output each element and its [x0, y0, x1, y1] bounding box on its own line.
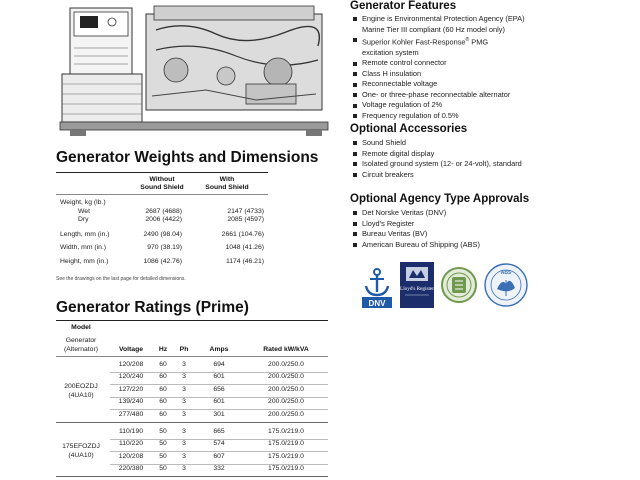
ratings-cell: 60 — [159, 410, 167, 418]
ratings-cell: 200.0/250.0 — [268, 373, 304, 381]
ratings-model-name: (4UA10) — [68, 452, 94, 460]
generator-illustration — [56, 0, 338, 140]
approval-item: Bureau Veritas (BV) — [352, 229, 480, 240]
accessory-item: Sound Shield — [352, 138, 522, 149]
accessories-title: Optional Accessories — [350, 123, 468, 135]
ratings-rule — [56, 320, 328, 321]
ratings-cell: 3 — [182, 452, 186, 460]
accessories-list — [352, 138, 522, 180]
ratings-cell: 601 — [213, 398, 225, 406]
weights-rule — [56, 172, 268, 173]
ratings-cell: 601 — [213, 373, 225, 381]
ratings-cell: 175.0/219.0 — [268, 440, 304, 448]
ratings-cell: 3 — [182, 427, 186, 435]
ratings-cell: 139/240 — [118, 398, 144, 406]
feature-item — [352, 35, 525, 58]
weights-row-with: 2085 (4597) — [227, 216, 264, 223]
bureau-veritas-logo — [441, 262, 477, 308]
ratings-cell: 301 — [213, 410, 225, 418]
ratings-model-name: 175EFOZDJ — [62, 443, 100, 451]
ratings-header-rule — [56, 356, 328, 357]
ratings-model-name: 200EOZDJ — [64, 382, 98, 390]
accessory-item: Circuit breakers — [352, 170, 522, 181]
ratings-cell: 120/240 — [118, 373, 144, 381]
ratings-cell: 175.0/219.0 — [268, 427, 304, 435]
feature-tail: PMG — [469, 37, 489, 47]
weights-row-label: Wet — [78, 208, 90, 215]
weights-row-label: Height, mm (in.) — [60, 258, 109, 265]
ratings-cell: 60 — [159, 373, 167, 381]
abs-logo — [482, 262, 530, 308]
weights-row-without: 970 (38.19) — [147, 244, 182, 251]
ratings-cell: 50 — [159, 465, 167, 473]
weights-row-with: 2661 (104.76) — [221, 231, 264, 238]
ratings-group-rule — [56, 422, 328, 423]
ratings-cell: 694 — [213, 360, 225, 368]
feature-continuation: Marine Tier III compliant (60 Hz model only) — [362, 24, 505, 34]
approval-item: Det Norske Veritas (DNV) — [352, 208, 480, 219]
weights-row-without: 1086 (42.76) — [143, 258, 182, 265]
weights-row-label: Width, mm (in.) — [60, 244, 107, 251]
feature-item — [352, 79, 525, 90]
feature-item — [352, 100, 525, 111]
header-amps: Amps — [209, 346, 229, 353]
ratings-cell: 3 — [182, 385, 186, 393]
weights-row-label: Length, mm (in.) — [60, 231, 110, 238]
feature-continuation: excitation system — [362, 47, 419, 57]
weights-row-without: 2006 (4422) — [145, 216, 182, 223]
ratings-cell: 3 — [182, 398, 186, 406]
approvals-title: Optional Agency Type Approvals — [350, 193, 530, 205]
ratings-cell: 3 — [182, 360, 186, 368]
feature-text: Remote control connector — [362, 58, 447, 68]
feature-text: One- or three-phase reconnectable alternator — [362, 89, 511, 99]
weights-title: Generator Weights and Dimensions — [56, 149, 319, 166]
approval-item: American Bureau of Shipping (ABS) — [352, 240, 480, 251]
ratings-cell: 220/380 — [118, 465, 144, 473]
approval-item: Lloyd's Register — [352, 219, 480, 230]
gen-label-line2: (Alternator) — [64, 346, 98, 353]
ratings-cell: 50 — [159, 427, 167, 435]
ratings-cell: 277/480 — [118, 410, 144, 418]
weights-row-with: 2147 (4733) — [227, 208, 264, 215]
feature-item — [352, 90, 525, 101]
header-ph: Ph — [179, 346, 189, 353]
ratings-cell: 50 — [159, 440, 167, 448]
ratings-cell: 175.0/219.0 — [268, 452, 304, 460]
accessory-item: Isolated ground system (12- or 24-volt), standard — [352, 159, 522, 170]
ratings-cell: 332 — [213, 465, 225, 473]
ratings-cell: 127/220 — [118, 385, 144, 393]
col-without-line2: Sound Shield — [140, 184, 184, 191]
ratings-cell: 574 — [213, 440, 225, 448]
col-with-line2: Sound Shield — [205, 184, 249, 191]
ratings-cell: 110/190 — [118, 427, 144, 435]
dnv-logo — [360, 262, 394, 308]
header-hz: Hz — [158, 346, 168, 353]
feature-text: Class H insulation — [362, 68, 422, 78]
ratings-cell: 50 — [159, 452, 167, 460]
ratings-cell: 120/208 — [118, 452, 144, 460]
features-title: Generator Features — [350, 0, 457, 12]
weights-row-with: 1048 (41.26) — [225, 244, 264, 251]
lloyds-register-logo — [400, 262, 434, 308]
ratings-cell: 60 — [159, 360, 167, 368]
accessory-item: Remote digital display — [352, 149, 522, 160]
svg-text:DNV: DNV — [368, 299, 386, 308]
weights-row-without: 2687 (4688) — [145, 208, 182, 215]
svg-text:ABS: ABS — [500, 270, 512, 276]
weights-row-label: Dry — [78, 216, 89, 223]
feature-text: Frequency regulation of 0.5% — [362, 110, 459, 120]
ratings-group-rule — [56, 476, 328, 477]
feature-text: Voltage regulation of 2% — [362, 100, 443, 110]
ratings-cell: 200.0/250.0 — [268, 410, 304, 418]
ratings-cell: 3 — [182, 410, 186, 418]
ratings-cell: 200.0/250.0 — [268, 360, 304, 368]
col-without-line1: Without — [149, 176, 175, 183]
ratings-cell: 60 — [159, 398, 167, 406]
feature-item — [352, 69, 525, 80]
header-rated-kw-kva: Rated kW/kVA — [263, 346, 309, 353]
weights-note: See the drawings on the last page for detailed dimensions. — [56, 276, 186, 282]
ratings-cell: 665 — [213, 427, 225, 435]
ratings-model-name: (4UA10) — [68, 391, 94, 399]
feature-sup: ® — [465, 37, 470, 43]
approvals-list — [352, 208, 480, 250]
weights-row-with: 1174 (46.21) — [225, 258, 264, 265]
col-with-line1: With — [219, 176, 235, 183]
ratings-cell: 175.0/219.0 — [268, 465, 304, 473]
header-voltage: Voltage — [118, 346, 144, 353]
ratings-cell: 200.0/250.0 — [268, 385, 304, 393]
weight-label: Weight, kg (lb.) — [60, 199, 106, 206]
ratings-cell: 120/208 — [118, 360, 144, 368]
feature-text: Engine is Environmental Protection Agency (EPA) — [362, 14, 525, 23]
gen-label-line1: Generator — [65, 337, 97, 344]
ratings-cell: 656 — [213, 385, 225, 393]
ratings-cell: 110/220 — [118, 440, 144, 448]
features-list — [352, 14, 525, 121]
feature-item — [352, 58, 525, 69]
feature-text: Reconnectable voltage — [362, 79, 438, 89]
ratings-cell: 3 — [182, 440, 186, 448]
model-label: Model — [71, 324, 91, 331]
ratings-cell: 200.0/250.0 — [268, 398, 304, 406]
feature-item — [352, 111, 525, 122]
ratings-cell: 3 — [182, 465, 186, 473]
weights-header-rule — [56, 194, 268, 195]
feature-text: Superior Kohler Fast-Response — [362, 37, 466, 47]
weights-row-without: 2490 (98.04) — [143, 231, 182, 238]
ratings-cell: 3 — [182, 373, 186, 381]
ratings-title: Generator Ratings (Prime) — [56, 299, 249, 316]
feature-item — [352, 14, 525, 35]
ratings-cell: 607 — [213, 452, 225, 460]
ratings-cell: 60 — [159, 385, 167, 393]
svg-text:Lloyd's Register: Lloyd's Register — [400, 286, 434, 292]
